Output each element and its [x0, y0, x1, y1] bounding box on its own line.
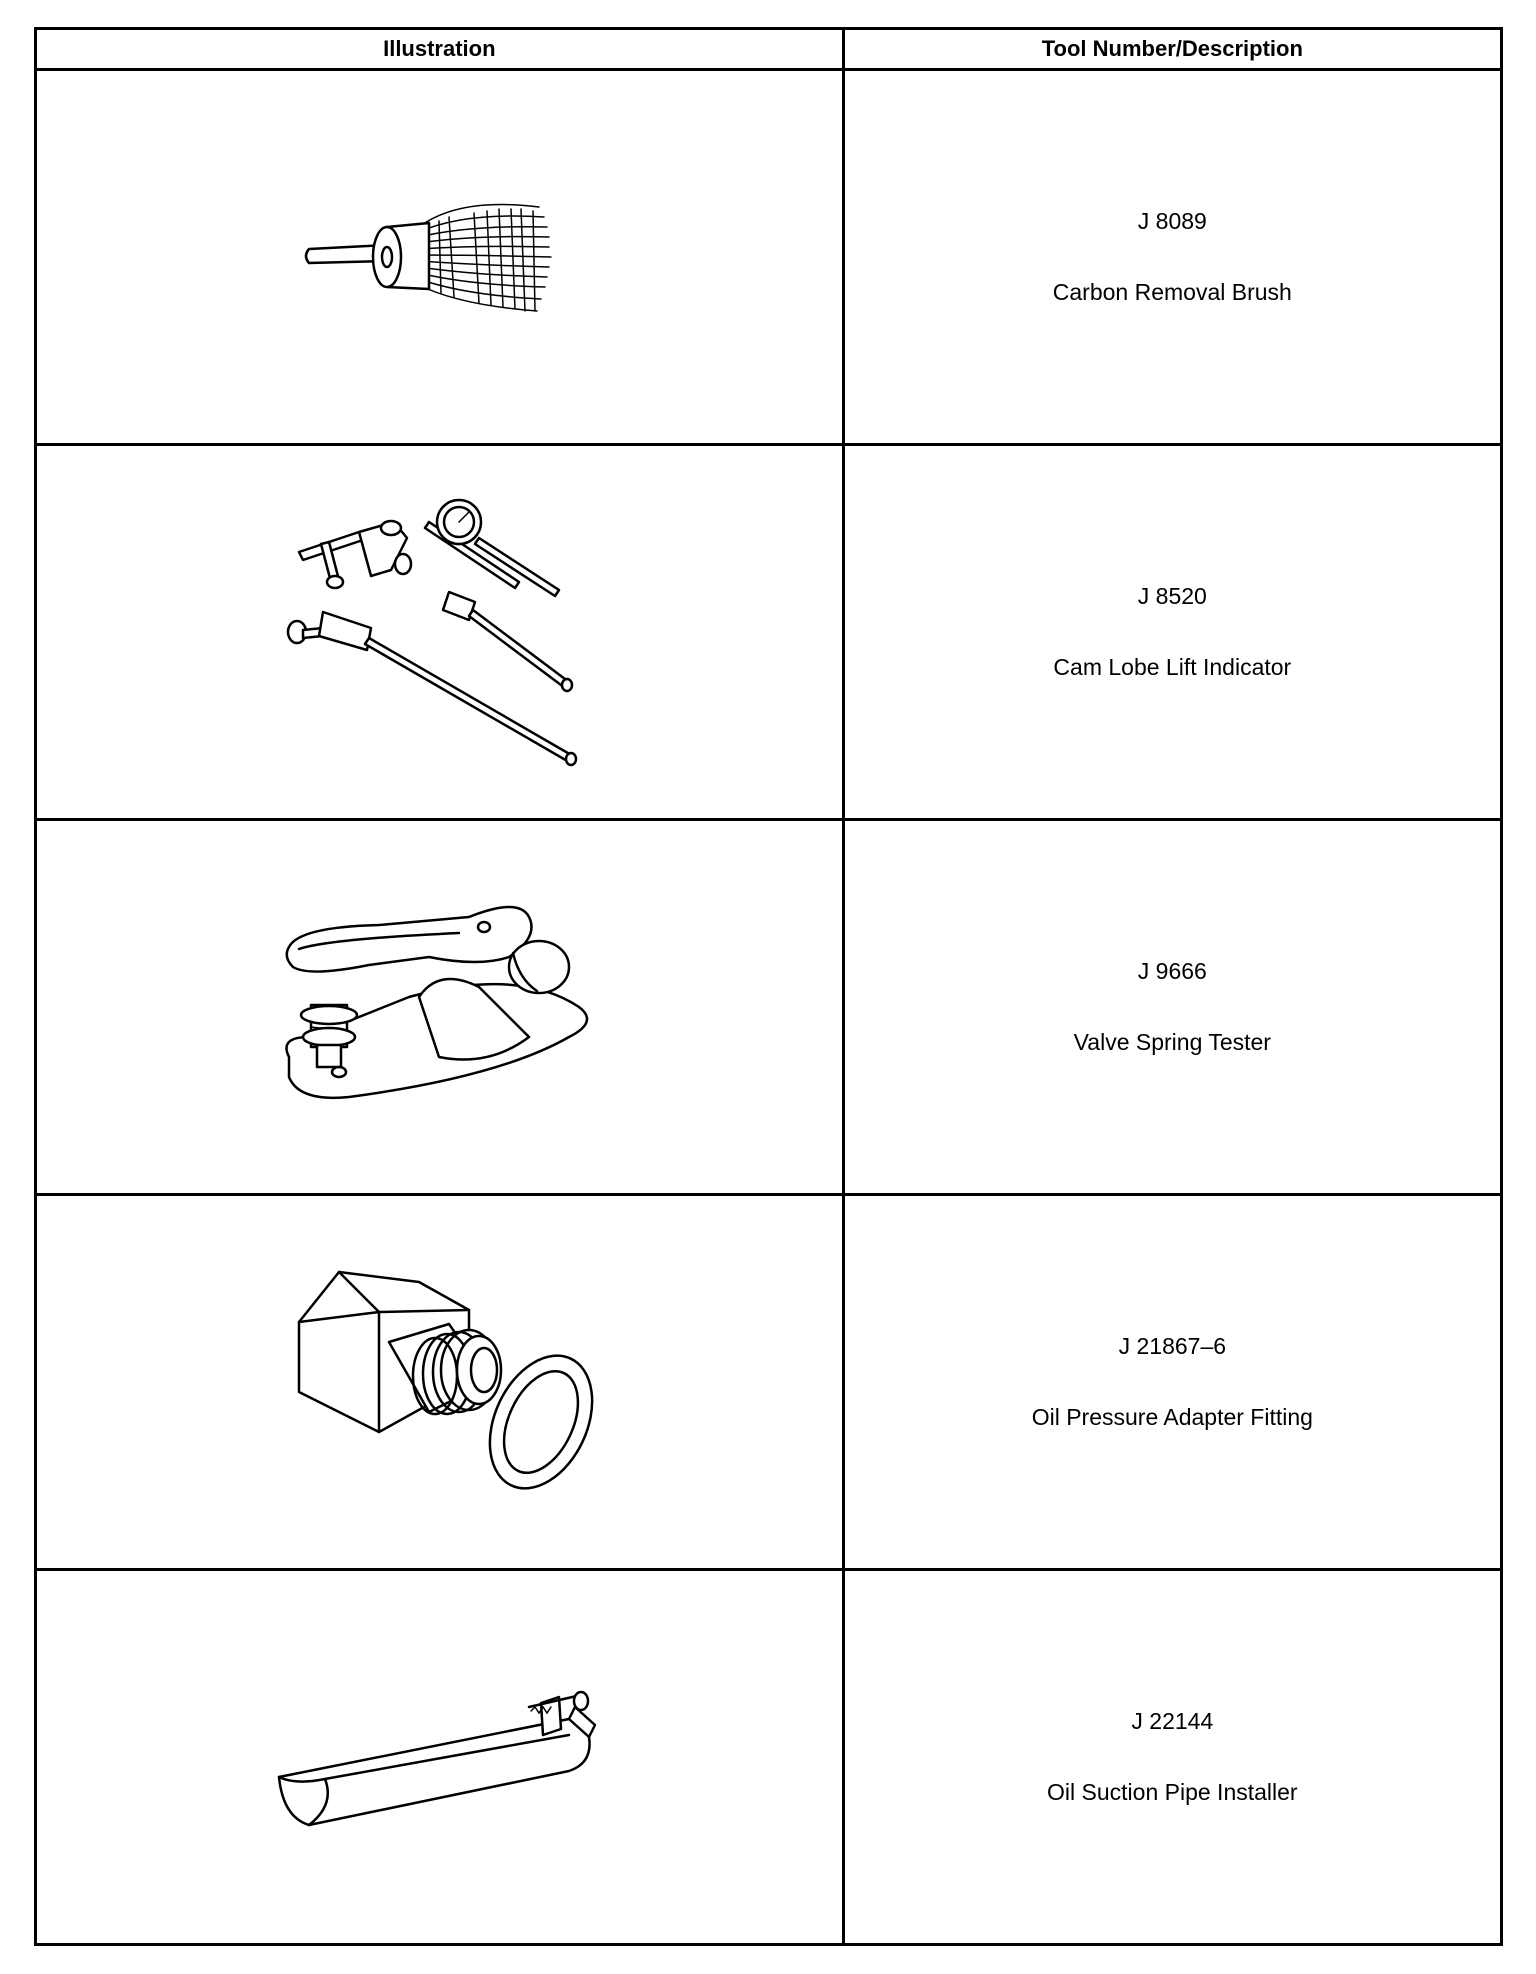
cam-lobe-lift-indicator-icon — [279, 492, 599, 772]
tool-description: Oil Pressure Adapter Fitting — [1031, 1404, 1313, 1430]
valve-spring-tester-icon — [269, 887, 609, 1127]
header-tool-description: Tool Number/Description — [843, 29, 1501, 70]
table-row — [36, 445, 1502, 820]
tool-number: J 22144 — [1131, 1708, 1214, 1734]
table-row — [36, 70, 1502, 445]
tool-number: J 21867–6 — [1118, 1333, 1227, 1359]
tool-description: Valve Spring Tester — [1073, 1029, 1271, 1055]
tool-description: Carbon Removal Brush — [1052, 279, 1292, 305]
description-cell — [843, 445, 1501, 820]
description-cell — [843, 1570, 1501, 1945]
illustration-cell — [36, 70, 844, 445]
illustration-cell — [36, 1195, 844, 1570]
table-row — [36, 820, 1502, 1195]
tool-description: Oil Suction Pipe Installer — [1047, 1779, 1298, 1805]
tool-number: J 8089 — [1137, 208, 1207, 234]
tool-table — [34, 27, 1503, 1946]
tool-description: Cam Lobe Lift Indicator — [1053, 654, 1292, 680]
table-row — [36, 1195, 1502, 1570]
table-row — [36, 1570, 1502, 1945]
illustration-cell — [36, 445, 844, 820]
description-cell — [843, 70, 1501, 445]
illustration-cell — [36, 820, 844, 1195]
tool-number: J 8520 — [1137, 583, 1207, 609]
carbon-removal-brush-icon — [289, 187, 589, 327]
oil-pressure-adapter-fitting-icon — [279, 1232, 599, 1532]
table-header-row — [36, 29, 1502, 70]
description-cell — [843, 1195, 1501, 1570]
illustration-cell — [36, 1570, 844, 1945]
oil-suction-pipe-installer-icon — [269, 1667, 609, 1847]
tool-number: J 9666 — [1137, 958, 1207, 984]
description-cell — [843, 820, 1501, 1195]
header-illustration: Illustration — [36, 29, 844, 70]
